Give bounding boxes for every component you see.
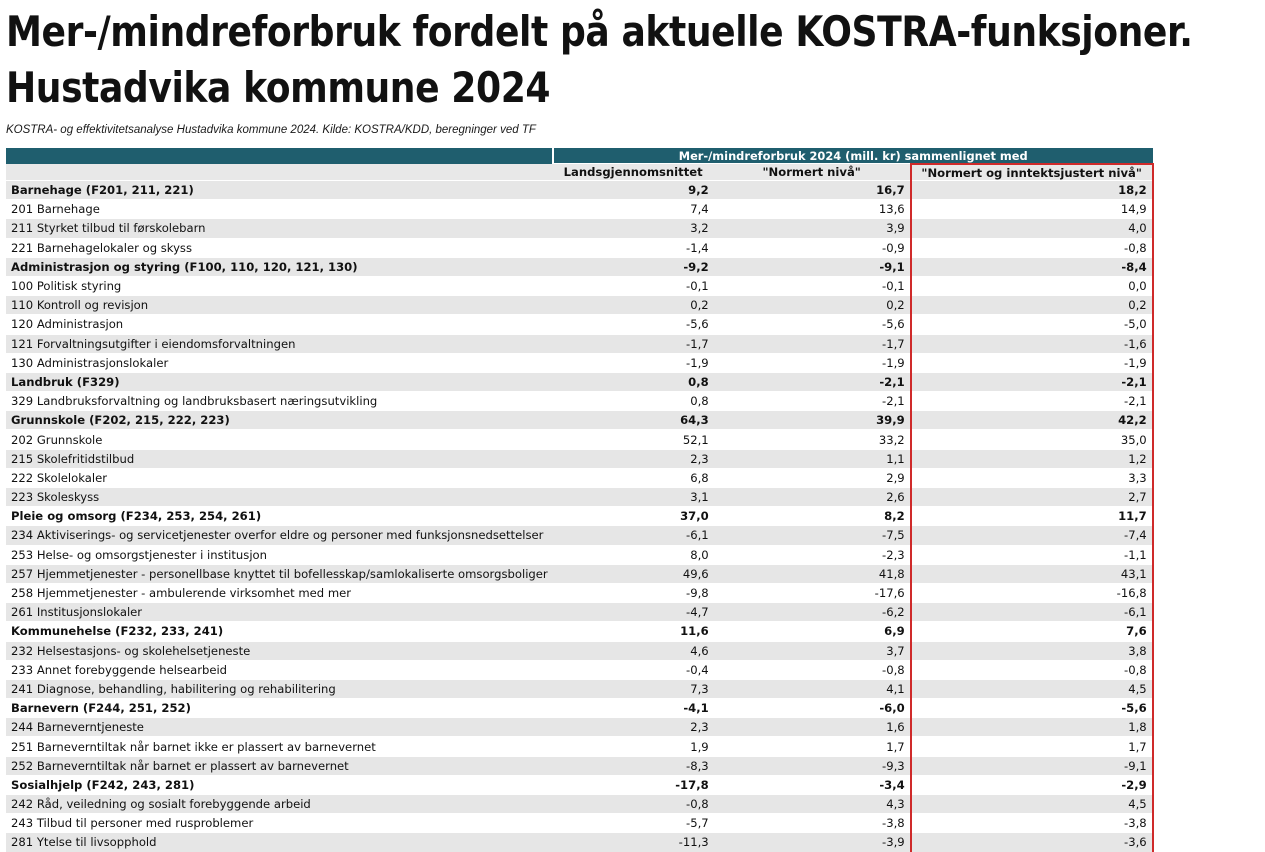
value-normert-inntektsjustert: -1,1 [911, 545, 1153, 564]
value-normert-inntektsjustert: 4,0 [911, 219, 1153, 238]
value-landsgjennomsnittet: -5,6 [553, 315, 714, 334]
value-landsgjennomsnittet: 11,6 [553, 622, 714, 641]
value-normert-inntektsjustert: 7,6 [911, 622, 1153, 641]
value-normert-inntektsjustert: 0,2 [911, 296, 1153, 315]
value-normert: 16,7 [714, 181, 911, 200]
value-normert-inntektsjustert: -6,1 [911, 603, 1153, 622]
value-normert: 6,9 [714, 622, 911, 641]
table-group-row [6, 507, 1153, 526]
table-row [6, 718, 1153, 737]
table-row [6, 603, 1153, 622]
table-row [6, 660, 1153, 679]
value-normert-inntektsjustert: 35,0 [911, 430, 1153, 449]
value-normert: 33,2 [714, 430, 911, 449]
value-normert: -2,3 [714, 545, 911, 564]
title-line-2: Hustadvika kommune 2024 [6, 63, 551, 112]
table-row [6, 468, 1153, 487]
value-normert-inntektsjustert: -9,1 [911, 756, 1153, 775]
row-label: Administrasjon og styring (F100, 110, 120, 121, 130) [6, 257, 553, 276]
value-normert-inntektsjustert: 42,2 [911, 411, 1153, 430]
spanning-header-row [6, 148, 1153, 164]
value-normert-inntektsjustert: -8,4 [911, 257, 1153, 276]
row-label: 258 Hjemmetjenester - ambulerende virksomhet med mer [6, 583, 553, 602]
value-landsgjennomsnittet: -11,3 [553, 833, 714, 852]
value-normert: -0,1 [714, 276, 911, 295]
table-row [6, 737, 1153, 756]
row-label: 253 Helse- og omsorgstjenester i institusjon [6, 545, 553, 564]
value-normert-inntektsjustert: -7,4 [911, 526, 1153, 545]
table-row [6, 583, 1153, 602]
value-normert-inntektsjustert: 43,1 [911, 564, 1153, 583]
table-group-row [6, 622, 1153, 641]
value-normert: -3,9 [714, 833, 911, 852]
value-landsgjennomsnittet: 0,2 [553, 296, 714, 315]
column-header-normert-inntektsjustert: "Normert og inntektsjustert nivå" [911, 164, 1153, 181]
value-normert-inntektsjustert: -16,8 [911, 583, 1153, 602]
column-header-landsgjennomsnittet: Landsgjennomsnittet [553, 164, 714, 181]
row-label: 222 Skolelokaler [6, 468, 553, 487]
value-normert: -0,8 [714, 660, 911, 679]
value-normert: 41,8 [714, 564, 911, 583]
value-landsgjennomsnittet: 9,2 [553, 181, 714, 200]
value-landsgjennomsnittet: -0,8 [553, 795, 714, 814]
row-label: 201 Barnehage [6, 200, 553, 219]
table-row [6, 296, 1153, 315]
value-normert: -17,6 [714, 583, 911, 602]
table-row [6, 756, 1153, 775]
value-landsgjennomsnittet: 0,8 [553, 392, 714, 411]
row-label: Sosialhjelp (F242, 243, 281) [6, 775, 553, 794]
row-label: 211 Styrket tilbud til førskolebarn [6, 219, 553, 238]
value-normert-inntektsjustert: 3,3 [911, 468, 1153, 487]
value-normert-inntektsjustert: 1,8 [911, 718, 1153, 737]
value-normert-inntektsjustert: -2,1 [911, 372, 1153, 391]
value-normert: 3,9 [714, 219, 911, 238]
table-group-row [6, 699, 1153, 718]
row-label: 121 Forvaltningsutgifter i eiendomsforvaltningen [6, 334, 553, 353]
row-label: 234 Aktiviserings- og servicetjenester overfor eldre og personer med funksjonsnedsettelser [6, 526, 553, 545]
value-landsgjennomsnittet: 37,0 [553, 507, 714, 526]
value-normert-inntektsjustert: 0,0 [911, 276, 1153, 295]
value-landsgjennomsnittet: 49,6 [553, 564, 714, 583]
row-label: 252 Barneverntiltak når barnet er plassert av barnevernet [6, 756, 553, 775]
value-normert-inntektsjustert: -0,8 [911, 238, 1153, 257]
value-landsgjennomsnittet: 64,3 [553, 411, 714, 430]
table-row [6, 315, 1153, 334]
value-landsgjennomsnittet: 52,1 [553, 430, 714, 449]
value-normert-inntektsjustert: -3,8 [911, 814, 1153, 833]
row-label: Barnehage (F201, 211, 221) [6, 181, 553, 200]
value-landsgjennomsnittet: -4,7 [553, 603, 714, 622]
row-label: Kommunehelse (F232, 233, 241) [6, 622, 553, 641]
value-normert: 4,1 [714, 679, 911, 698]
value-normert: 4,3 [714, 795, 911, 814]
row-label: 241 Diagnose, behandling, habilitering og rehabilitering [6, 679, 553, 698]
value-normert: 8,2 [714, 507, 911, 526]
value-landsgjennomsnittet: -1,4 [553, 238, 714, 257]
value-normert: -5,6 [714, 315, 911, 334]
forbruk-table [6, 148, 1154, 852]
table-row [6, 526, 1153, 545]
value-landsgjennomsnittet: -5,7 [553, 814, 714, 833]
value-normert: 2,9 [714, 468, 911, 487]
row-label: 100 Politisk styring [6, 276, 553, 295]
value-normert-inntektsjustert: 3,8 [911, 641, 1153, 660]
row-label: 120 Administrasjon [6, 315, 553, 334]
value-normert: 13,6 [714, 200, 911, 219]
table-group-row [6, 372, 1153, 391]
column-header-row [6, 164, 1153, 181]
value-landsgjennomsnittet: -9,2 [553, 257, 714, 276]
header-label-blank [6, 164, 553, 181]
value-normert-inntektsjustert: -0,8 [911, 660, 1153, 679]
value-landsgjennomsnittet: 0,8 [553, 372, 714, 391]
value-landsgjennomsnittet: 3,2 [553, 219, 714, 238]
table-row [6, 430, 1153, 449]
table-row [6, 679, 1153, 698]
table-row [6, 353, 1153, 372]
subtitle: KOSTRA- og effektivitetsanalyse Hustadvika kommune 2024. Kilde: KOSTRA/KDD, beregninger ved TF [6, 124, 536, 136]
value-normert-inntektsjustert: -2,9 [911, 775, 1153, 794]
table-row [6, 392, 1153, 411]
value-normert: 1,1 [714, 449, 911, 468]
table-group-row [6, 257, 1153, 276]
page-title [6, 4, 1193, 116]
row-label: 251 Barneverntiltak når barnet ikke er plassert av barnevernet [6, 737, 553, 756]
value-normert: -9,1 [714, 257, 911, 276]
table-row [6, 449, 1153, 468]
row-label: 329 Landbruksforvaltning og landbruksbasert næringsutvikling [6, 392, 553, 411]
table-group-row [6, 411, 1153, 430]
value-normert: -1,9 [714, 353, 911, 372]
value-normert-inntektsjustert: -1,6 [911, 334, 1153, 353]
row-label: 261 Institusjonslokaler [6, 603, 553, 622]
value-landsgjennomsnittet: 1,9 [553, 737, 714, 756]
header-blank [6, 148, 553, 164]
row-label: 223 Skoleskyss [6, 488, 553, 507]
value-normert-inntektsjustert: -3,6 [911, 833, 1153, 852]
table-row [6, 564, 1153, 583]
title-line-1: Mer-/mindreforbruk fordelt på aktuelle KOSTRA-funksjoner. [6, 7, 1193, 56]
row-label: 130 Administrasjonslokaler [6, 353, 553, 372]
value-normert-inntektsjustert: -1,9 [911, 353, 1153, 372]
table-row [6, 833, 1153, 852]
table-row [6, 200, 1153, 219]
table-row [6, 238, 1153, 257]
table-row [6, 219, 1153, 238]
table-row [6, 488, 1153, 507]
row-label: 244 Barneverntjeneste [6, 718, 553, 737]
table-row [6, 641, 1153, 660]
value-normert: -9,3 [714, 756, 911, 775]
value-landsgjennomsnittet: 2,3 [553, 718, 714, 737]
value-normert-inntektsjustert: 2,7 [911, 488, 1153, 507]
value-normert: -3,8 [714, 814, 911, 833]
value-landsgjennomsnittet: 8,0 [553, 545, 714, 564]
value-landsgjennomsnittet: -0,4 [553, 660, 714, 679]
row-label: 281 Ytelse til livsopphold [6, 833, 553, 852]
value-normert: -2,1 [714, 392, 911, 411]
row-label: 110 Kontroll og revisjon [6, 296, 553, 315]
row-label: Pleie og omsorg (F234, 253, 254, 261) [6, 507, 553, 526]
table-row [6, 814, 1153, 833]
row-label: 243 Tilbud til personer med rusproblemer [6, 814, 553, 833]
value-landsgjennomsnittet: -6,1 [553, 526, 714, 545]
value-landsgjennomsnittet: 2,3 [553, 449, 714, 468]
value-normert-inntektsjustert: 4,5 [911, 795, 1153, 814]
value-normert: 3,7 [714, 641, 911, 660]
row-label: Barnevern (F244, 251, 252) [6, 699, 553, 718]
value-normert-inntektsjustert: -5,0 [911, 315, 1153, 334]
value-normert-inntektsjustert: -2,1 [911, 392, 1153, 411]
column-header-normert: "Normert nivå" [714, 164, 911, 181]
value-landsgjennomsnittet: -17,8 [553, 775, 714, 794]
row-label: 215 Skolefritidstilbud [6, 449, 553, 468]
value-normert: -3,4 [714, 775, 911, 794]
value-normert: -6,2 [714, 603, 911, 622]
value-normert: -2,1 [714, 372, 911, 391]
value-landsgjennomsnittet: 6,8 [553, 468, 714, 487]
value-landsgjennomsnittet: -1,7 [553, 334, 714, 353]
value-normert-inntektsjustert: 11,7 [911, 507, 1153, 526]
value-normert: 1,6 [714, 718, 911, 737]
value-landsgjennomsnittet: 7,4 [553, 200, 714, 219]
value-normert: -6,0 [714, 699, 911, 718]
value-normert-inntektsjustert: 14,9 [911, 200, 1153, 219]
value-landsgjennomsnittet: 4,6 [553, 641, 714, 660]
value-normert: -1,7 [714, 334, 911, 353]
value-landsgjennomsnittet: 3,1 [553, 488, 714, 507]
row-label: 242 Råd, veiledning og sosialt forebyggende arbeid [6, 795, 553, 814]
value-normert-inntektsjustert: 1,2 [911, 449, 1153, 468]
value-normert: 39,9 [714, 411, 911, 430]
table-group-row [6, 775, 1153, 794]
value-normert-inntektsjustert: 1,7 [911, 737, 1153, 756]
value-landsgjennomsnittet: -8,3 [553, 756, 714, 775]
spanning-header: Mer-/mindreforbruk 2024 (mill. kr) sammenlignet med [553, 148, 1153, 164]
table-row [6, 334, 1153, 353]
row-label: Grunnskole (F202, 215, 222, 223) [6, 411, 553, 430]
row-label: 233 Annet forebyggende helsearbeid [6, 660, 553, 679]
row-label: 257 Hjemmetjenester - personellbase knyttet til bofellesskap/samlokaliserte omsorgsboliger [6, 564, 553, 583]
table-row [6, 276, 1153, 295]
row-label: 221 Barnehagelokaler og skyss [6, 238, 553, 257]
value-normert-inntektsjustert: 4,5 [911, 679, 1153, 698]
row-label: 232 Helsestasjons- og skolehelsetjeneste [6, 641, 553, 660]
value-landsgjennomsnittet: -9,8 [553, 583, 714, 602]
value-normert: 2,6 [714, 488, 911, 507]
value-landsgjennomsnittet: -4,1 [553, 699, 714, 718]
row-label: 202 Grunnskole [6, 430, 553, 449]
value-landsgjennomsnittet: 7,3 [553, 679, 714, 698]
value-normert-inntektsjustert: 18,2 [911, 181, 1153, 200]
value-landsgjennomsnittet: -1,9 [553, 353, 714, 372]
value-normert: 0,2 [714, 296, 911, 315]
table-row [6, 795, 1153, 814]
value-landsgjennomsnittet: -0,1 [553, 276, 714, 295]
table-group-row [6, 181, 1153, 200]
value-normert: -0,9 [714, 238, 911, 257]
value-normert: 1,7 [714, 737, 911, 756]
table-row [6, 545, 1153, 564]
value-normert-inntektsjustert: -5,6 [911, 699, 1153, 718]
value-normert: -7,5 [714, 526, 911, 545]
row-label: Landbruk (F329) [6, 372, 553, 391]
